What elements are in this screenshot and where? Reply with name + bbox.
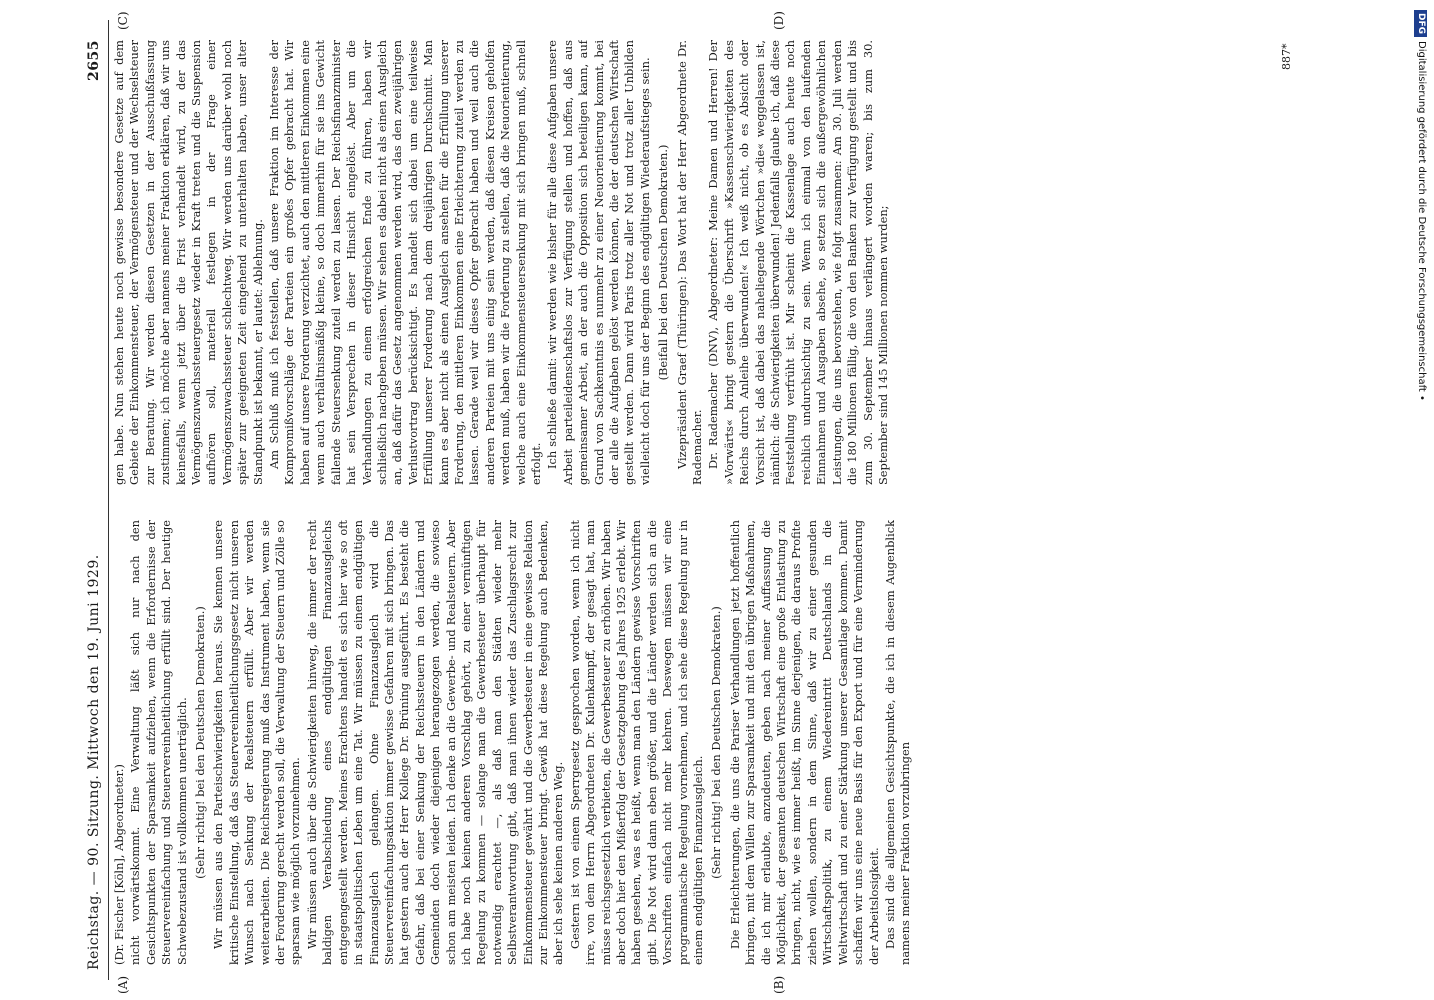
paragraph: Gestern ist von einem Sperrgesetz gesprochen worden, wenn ich nicht irre, von dem Herrn Abgeordneten Dr. Kulenkampff, der gesagt hat, man müsse reichsgesetzlich verbieten, die Gewerbesteuer zu erhöhen. Wir haben aber doch hier den Mißerfolg der Gesetzgebung des Jahres 1925 erlebt. Wir haben gesehen, was es heißt, wenn man den Ländern gewisse Vorschriften gibt. Die Not wird dann eben größer, und die Länder werden sich an die Vorschriften einfach nicht mehr kehren. Deswegen müssen wir eine programmatische Regelung vornehmen, und ich sehe diese Regelung nur in einem endgültigen Finanzausgleich. [567,520,706,965]
interjection: (Beifall bei den Deutschen Demokraten.) [656,144,671,381]
left-column [112,520,1282,965]
paragraph: gen habe. Nun stehen heute noch gewisse besondere Gesetze auf dem Gebiete der Einkommensteuer, der Vermögensteuer und der Wechselsteuer zur Beratung. Wir werden diesen Gesetzen in der Ausschußfassung zustimmen; ich möchte aber namens meiner Fraktion erklären, daß wir uns keinesfalls, wenn jetzt über die Frist verhandelt wird, zu der das Vermögenszuwachssteuergesetz wieder in Kraft treten und die Suspension aufhören soll, materiell festlegen in der Frage einer Vermögenszuwachssteuer schlechtweg. Wir werden uns darüber wohl noch später zur geeigneten Zeit eingehend zu unterhalten haben, unser alter Standpunkt ist bekannt, er lautet: Ablehnung. [112,40,265,485]
header-rule [108,20,109,980]
running-head: Reichstag. — 90. Sitzung. Mittwoch den 19. Juni 1929. [86,554,102,970]
paragraph: Am Schluß muß ich feststellen, daß unsere Fraktion im Interesse der Kompromißvorschläge der Parteien ein großes Opfer gebracht hat. Wir haben auf unsere Forderung verzichtet, auch den mittleren Einkommen eine wenn auch verhältnismäßig kleine, so doch immerhin für sie ins Gewicht fallende Steuersenkung zuteil werden zu lassen. Der Reichsfinanzminister hat sein Versprechen in dieser Hinsicht eingelöst. Aber um die Verhandlungen zu einem erfolgreichen Ende zu führen, haben wir schließlich nachgeben müssen. Wir sehen es dabei nicht als einen Ausgleich an, daß dafür das Gesetz angenommen werden wird, das den zweijährigen Verlustvortrag berücksichtigt. Es handelt sich dabei um eine teilweise Erfüllung unserer Forderung nach dem dreijährigen Durchschnitt. Man kann es aber nicht als einen Ausgleich ansehen für die Erfüllung unserer Forderung, den mittleren Einkommen eine Erleichterung zuteil werden zu lassen. Gerade weil wir dieses Opfer gebracht haben und weil auch die anderen Parteien mit uns einig sein werden, daß diesen Kreisen geholfen werden muß, haben wir die Forderung zu stellen, daß die Neuorientierung, welche auch eine Einkommensteuersenkung mit sich bringen muß, schnell erfolgt. [267,40,543,485]
right-column [112,40,1282,485]
margin-letter-c: (C) [116,11,130,30]
interjection: (Sehr richtig! bei den Deutschen Demokraten.) [193,606,208,879]
interjection: (Sehr richtig! bei den Deutschen Demokraten.) [709,606,724,879]
dfg-stamp [1412,10,1430,990]
page-header [82,0,108,1000]
document-page [82,0,1297,1000]
paragraph: Dr. Rademacher (DNV), Abgeordneter: Meine Damen und Herren! Der »Vorwärts« bringt gestern die Überschrift »Kassenschwierigkeiten des Reichs durch Anleihe überwunden!« Ich weiß nicht, ob es Absicht oder Vorsicht ist, daß dabei das naheliegende Wörtchen »die« weggelassen ist, nämlich: die Schwierigkeiten überwunden! Jedenfalls glaube ich, daß diese Feststellung verfrüht ist. Mir scheint die Kassenlage auch heute noch reichlich undurchsichtig zu sein. Wenn ich einmal von den laufenden Einnahmen und Ausgaben absehe, so setzen sich die außergewöhnlichen Leistungen, die uns bevorstehen, wie folgt zusammen: Am 30. Juli werden die 180 Millionen fällig, die von den Banken zur Verfügung gestellt und bis zum 30. September hinaus verlängert worden waren; bis zum 30. September sind 145 Millionen nommen wurden; [706,40,890,485]
speaker-header: (Dr. Fischer [Köln], Abgeordneter.) [112,764,126,965]
dfg-notice: Digitalisierung gefördert durch die Deutsche Forschungsgemeinschaft • [1416,41,1427,401]
paragraph: Wir müssen auch über die Schwierigkeiten hinweg, die immer der recht baldigen Verabschiedung eines endgültigen Finanzausgleichs entgegengestellt werden. Meines Erachtens handelt es sich hier wie so oft in staatspolitischen Leben um eine Tat. Wir müssen zu einem endgültigen Finanzausgleich gelangen. Ohne Finanzausgleich wird die Steuervereinfachungsaktion immer gewisse Gefahren mit sich bringen. Das hat gestern auch der Herr Kollege Dr. Brüning ausgeführt. Es besteht die Gefahr, daß bei einer Senkung der Reichssteuern in den Ländern und Gemeinden doch wieder diejenigen herangezogen werden, die sowieso schon am meisten leiden. Ich denke an die Gewerbe- und Realsteuern. Aber ich habe noch keinen anderen Vorschlag gehört, zu einer vernünftigen Regelung zu kommen — solange man die Gewerbesteuer überhaupt für notwendig erachtet —, als daß man den Städten wieder mehr Selbstverantwortung gibt, daß man ihnen wieder das Zuschlagsrecht zur Einkommensteuer gewährt und die Gewerbesteuer in eine gewisse Relation zur Einkommensteuer bringt. Gewiß hat diese Regelung auch Bedenken, aber ich sehe keinen anderen Weg. [304,520,566,965]
page-number: 2655 [86,40,102,81]
dfg-logo: DFG [1414,10,1427,37]
paragraph: Vizepräsident Graef (Thüringen): Das Wort hat der Herr Abgeordnete Dr. Rademacher. [674,40,705,485]
paragraph: Ich schließe damit: wir werden wie bisher für alle diese Aufgaben unsere Arbeit parteileidenschaftslos zur Verfügung stellen und hoffen, daß aus gemeinsamer Arbeit, an der auch die Opposition sich beteiligen kann, auf Grund von Sachkenntnis es nunmehr zu einer Neuorientierung kommt, bei der alle die Aufgaben gelöst werden können, die der deutschen Wirtschaft gestellt werden. Dann wird Paris trotz aller Not und trotz aller Unbilden vielleicht doch für uns der Beginn des endgültigen Wiederaufstieges sein. [545,40,652,485]
paragraph: nicht vorwärtskommt. Eine Verwaltung läßt sich nur nach den Gesichtspunkten der Sparsamkeit aufziehen, wenn die Erfordernisse der Steuervereinfachung und Steuervereinheitlichung erfüllt sind. Der heutige Schwebezustand ist vollkommen unerträglich. [128,520,189,965]
margin-letter-a: (A) [116,975,130,994]
paragraph: Die Erleichterungen, die uns die Pariser Verhandlungen jetzt hoffentlich bringen, mit dem Willen zur Sparsamkeit und mit den übrigen Maßnahmen, die ich mir erlaubte, anzudeuten, geben nach meiner Auffassung die Möglichkeit, der gesamten deutschen Wirtschaft eine große Entlastung zu bringen, nicht, wie es immer heißt, im Sinne derjenigen, die daraus Profite ziehen wollen, sondern in dem Sinne, daß wir zu einer gesunden Wirtschaftspolitik, zu einem Wiedereintritt Deutschlands in die Weltwirtschaft und zu einer Stärkung unserer Gesamtlage kommen. Damit schaffen wir uns eine neue Basis für den Export und für eine Verminderung der Arbeitslosigkeit. [727,520,881,965]
signature-mark: 887* [1280,43,1293,70]
paragraph: Wir müssen aus den Parteischwierigkeiten heraus. Sie kennen unsere kritische Einstellung, daß das Steuervereinheitlichungsgesetz nicht unseren Wunsch nach Senkung der Realsteuern erfüllt. Aber wir werden weiterarbeiten. Die Reichsregierung muß das Instrument haben, wenn sie der Forderung gerecht werden soll, die Verwaltung der Steuern und Zölle so sparsam wie möglich vorzunehmen. [211,520,303,965]
margin-letter-b: (B) [772,975,786,994]
dfg-stamp-text [1412,10,1430,990]
paragraph: Das sind die allgemeinen Gesichtspunkte, die ich in diesem Augenblick namens meiner Fraktion vorzubringen [882,520,913,965]
margin-letter-d: (D) [772,11,786,30]
